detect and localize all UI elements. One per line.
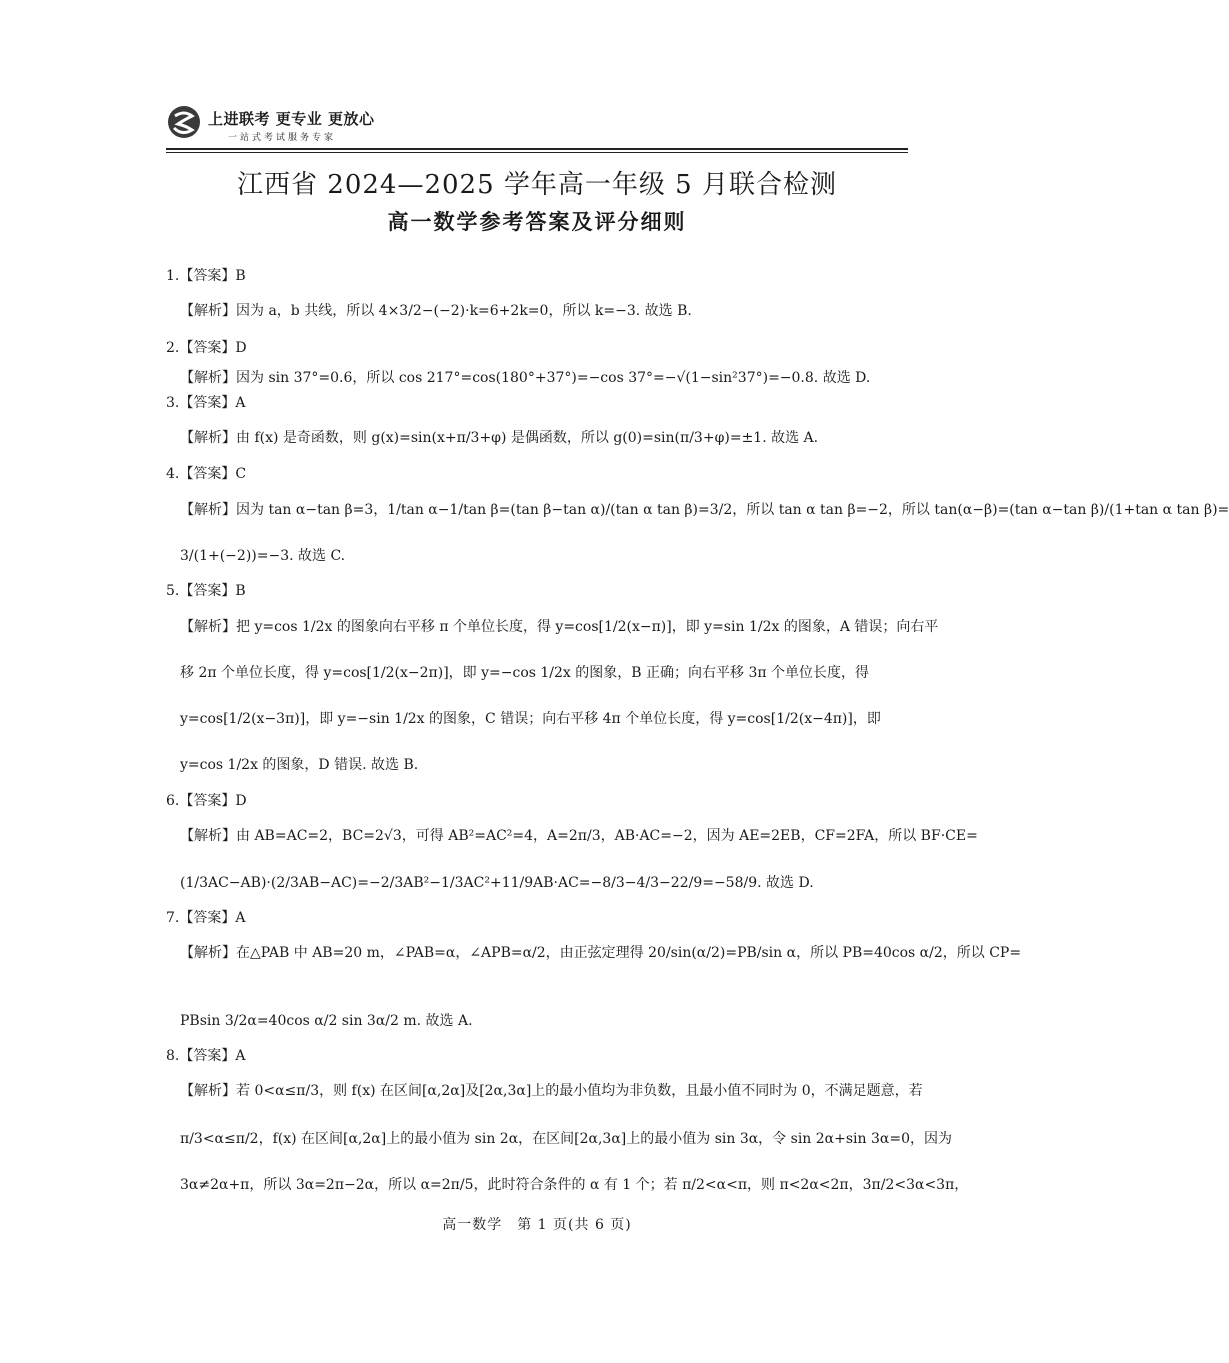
solution-line: 【解析】因为 sin 37°=0.6，所以 cos 217°=cos(180°+37°)=−cos 37°=−√(1−sin²37°)=−0.8. 故选 D. bbox=[180, 370, 871, 386]
solution-line: 【解析】因为 a，b 共线，所以 4×3/2−(−2)·k=6+2k=0，所以 k=−3. 故选 B. bbox=[180, 303, 692, 319]
logo-mark-icon bbox=[166, 104, 202, 140]
solution-line: y=cos[1/2(x−3π)]，即 y=−sin 1/2x 的图象，C 错误；向右平移 4π 个单位长度，得 y=cos[1/2(x−4π)]，即 bbox=[180, 711, 881, 727]
header-rule bbox=[166, 148, 908, 150]
logo-slogan: 上进联考 更专业 更放心 bbox=[208, 110, 375, 128]
answer-label: 3.【答案】A bbox=[166, 395, 246, 411]
answer-label: 7.【答案】A bbox=[166, 910, 246, 926]
solution-line: (1/3AC−AB)·(2/3AB−AC)=−2/3AB²−1/3AC²+11/9AB·AC=−8/3−4/3−22/9=−58/9. 故选 D. bbox=[180, 875, 814, 891]
solution-line: 【解析】由 f(x) 是奇函数，则 g(x)=sin(x+π/3+φ) 是偶函数，所以 g(0)=sin(π/3+φ)=±1. 故选 A. bbox=[180, 430, 819, 446]
logo-subtitle: 一站式考试服务专家 bbox=[228, 133, 337, 143]
document-title: 江西省 2024—2025 学年高一年级 5 月联合检测 bbox=[237, 170, 837, 200]
solution-line: PBsin 3/2α=40cos α/2 sin 3α/2 m. 故选 A. bbox=[180, 1013, 473, 1029]
answer-label: 5.【答案】B bbox=[166, 583, 246, 599]
solution-line: 3/(1+(−2))=−3. 故选 C. bbox=[180, 548, 346, 564]
solution-line: π/3<α≤π/2，f(x) 在区间[α,2α]上的最小值为 sin 2α，在区间[2α,3α]上的最小值为 sin 3α，令 sin 2α+sin 3α=0，因为 bbox=[180, 1131, 952, 1147]
solution-line: 【解析】把 y=cos 1/2x 的图象向右平移 π 个单位长度，得 y=cos[1/2(x−π)]，即 y=sin 1/2x 的图象，A 错误；向右平 bbox=[180, 619, 939, 635]
publisher-logo bbox=[166, 104, 406, 146]
answer-label: 2.【答案】D bbox=[166, 340, 247, 356]
page-footer: 高一数学 第 1 页(共 6 页) bbox=[442, 1217, 632, 1233]
answer-label: 6.【答案】D bbox=[166, 793, 247, 809]
answer-label: 1.【答案】B bbox=[166, 268, 246, 284]
header-rule-thin bbox=[166, 152, 908, 153]
solution-line: 【解析】因为 tan α−tan β=3，1/tan α−1/tan β=(tan β−tan α)/(tan α tan β)=3/2，所以 tan α tan β=−2，所以 tan(α−β)=(tan α−tan β)/(1+tan α tan β)= bbox=[180, 502, 1229, 518]
solution-line: y=cos 1/2x 的图象，D 错误. 故选 B. bbox=[180, 757, 419, 773]
solution-line: 【解析】若 0<α≤π/3，则 f(x) 在区间[α,2α]及[2α,3α]上的最小值均为非负数，且最小值不同时为 0，不满足题意，若 bbox=[180, 1083, 923, 1099]
solution-line: 3α≠2α+π，所以 3α=2π−2α，所以 α=2π/5，此时符合条件的 α 有 1 个；若 π/2<α<π，则 π<2α<2π，3π/2<3α<3π， bbox=[180, 1177, 969, 1193]
solution-line: 【解析】在△PAB 中 AB=20 m，∠PAB=α，∠APB=α/2，由正弦定理得 20/sin(α/2)=PB/sin α，所以 PB=40cos α/2，所以 CP= bbox=[180, 945, 1022, 961]
answer-label: 8.【答案】A bbox=[166, 1048, 246, 1064]
document-subtitle: 高一数学参考答案及评分细则 bbox=[387, 210, 687, 234]
solution-line: 移 2π 个单位长度，得 y=cos[1/2(x−2π)]，即 y=−cos 1/2x 的图象，B 正确；向右平移 3π 个单位长度，得 bbox=[180, 665, 870, 681]
answer-label: 4.【答案】C bbox=[166, 466, 247, 482]
solution-line: 【解析】由 AB=AC=2，BC=2√3，可得 AB²=AC²=4，A=2π/3，AB·AC=−2，因为 AE=2EB，CF=2FA，所以 BF·CE= bbox=[180, 828, 978, 844]
